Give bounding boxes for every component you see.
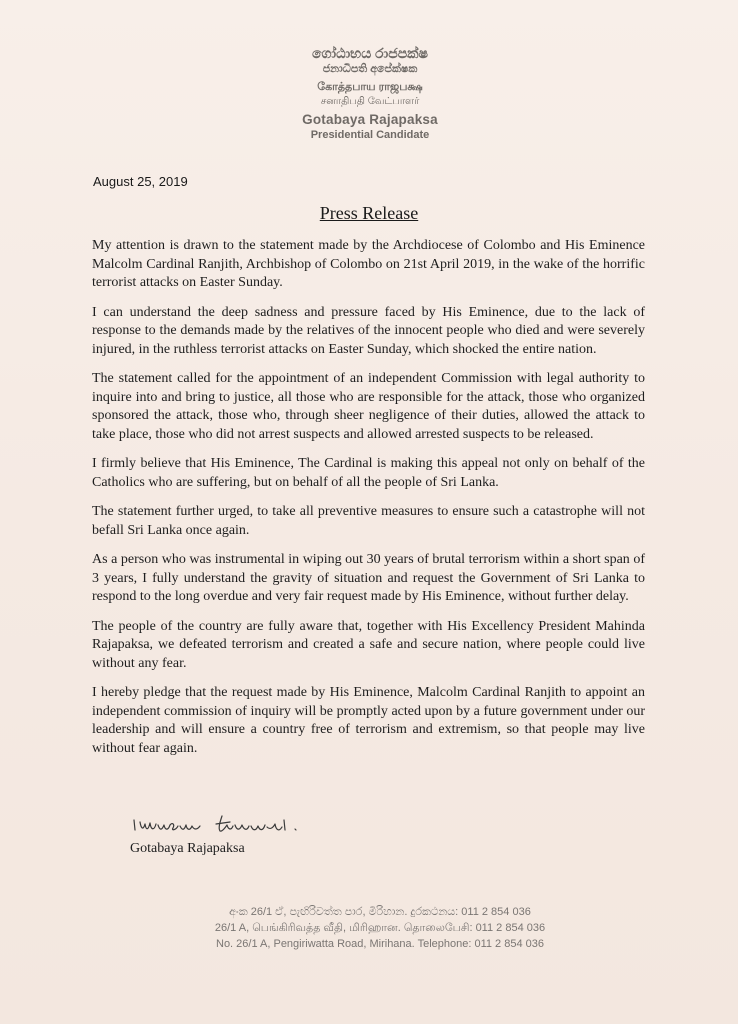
body-paragraph: I can understand the deep sadness and pressure faced by His Eminence, due to the lack of response to the demands made by the relatives of the innocent people who died and were severely injured, in the ruthless terrorist attacks on Easter Sunday, which shocked the entire nation.	[92, 304, 645, 357]
letterhead-sinhala-title: ජනාධිපති අපේක්ෂක	[322, 63, 418, 75]
handwritten-signature	[130, 810, 330, 840]
letter-date: August 25, 2019	[93, 174, 188, 189]
letterhead-english-name: Gotabaya Rajapaksa	[302, 112, 438, 127]
body-paragraph: The people of the country are fully aware that, together with His Excellency President Mahinda Rajapaksa, we defeated terrorism and created a safe and secure nation, where people could live without any fear.	[92, 618, 645, 671]
letterhead-sinhala-name: ගෝඨාභය රාජපක්ෂ	[311, 45, 429, 61]
letterhead-tamil-name: கோத்தபாய ராஜபக்ஷ	[317, 81, 423, 93]
letterhead-tamil-title: சனாதிபதி வேட்பாளர்	[320, 96, 420, 107]
body-paragraph: I firmly believe that His Eminence, The Cardinal is making this appeal not only on behalf of the Catholics who are suffering, but on behalf of all the people of Sri Lanka.	[92, 456, 645, 490]
body-paragraph: The statement further urged, to take all preventive measures to ensure such a catastrophe will not befall Sri Lanka once again.	[92, 504, 645, 538]
footer-sinhala-address: අංක 26/1 ඒ, පැඟිරිවත්ත පාර, මිරිහාන. දුරකථනය: 011 2 854 036	[229, 906, 531, 918]
body-paragraph: My attention is drawn to the statement made by the Archdiocese of Colombo and His Eminence Malcolm Cardinal Ranjith, Archbishop of Colombo on 21st April 2019, in the wake of the horrific terrorist attacks on Easter Sunday.	[92, 238, 645, 290]
footer-english-address: No. 26/1 A, Pengiriwatta Road, Mirihana. Telephone: 011 2 854 036	[216, 938, 544, 950]
letterhead	[250, 44, 490, 142]
press-release-heading: Press Release	[319, 203, 419, 223]
signer-name: Gotabaya Rajapaksa	[130, 841, 245, 856]
footer-address	[180, 904, 580, 952]
footer-tamil-address: 26/1 A, பெங்கிரிவத்த வீதி, மிரிஹான. தொலைபேசி: 011 2 854 036	[214, 922, 546, 934]
letter-body	[92, 237, 645, 769]
body-paragraph: The statement called for the appointment of an independent Commission with legal authority to inquire into and bring to justice, all those who are responsible for the attack, those who organized sponsored the attack, those who, through sheer negligence of their duties, allowed the attack to take place, those who did not arrest suspects and allowed arrested suspects to be released.	[92, 371, 645, 442]
letterhead-english-title: Presidential Candidate	[310, 129, 430, 141]
body-paragraph: I hereby pledge that the request made by His Eminence, Malcolm Cardinal Ranjith to appoint an independent commission of inquiry will be promptly acted upon by a future government under our leadership and will ensure a country free of terrorism and extremism, so that people may live without fear again.	[92, 685, 645, 756]
body-paragraph: As a person who was instrumental in wiping out 30 years of brutal terrorism within a short span of 3 years, I fully understand the gravity of situation and request the Government of Sri Lanka to respond to the long overdue and very fair request made by His Eminence, without further delay.	[92, 552, 645, 604]
